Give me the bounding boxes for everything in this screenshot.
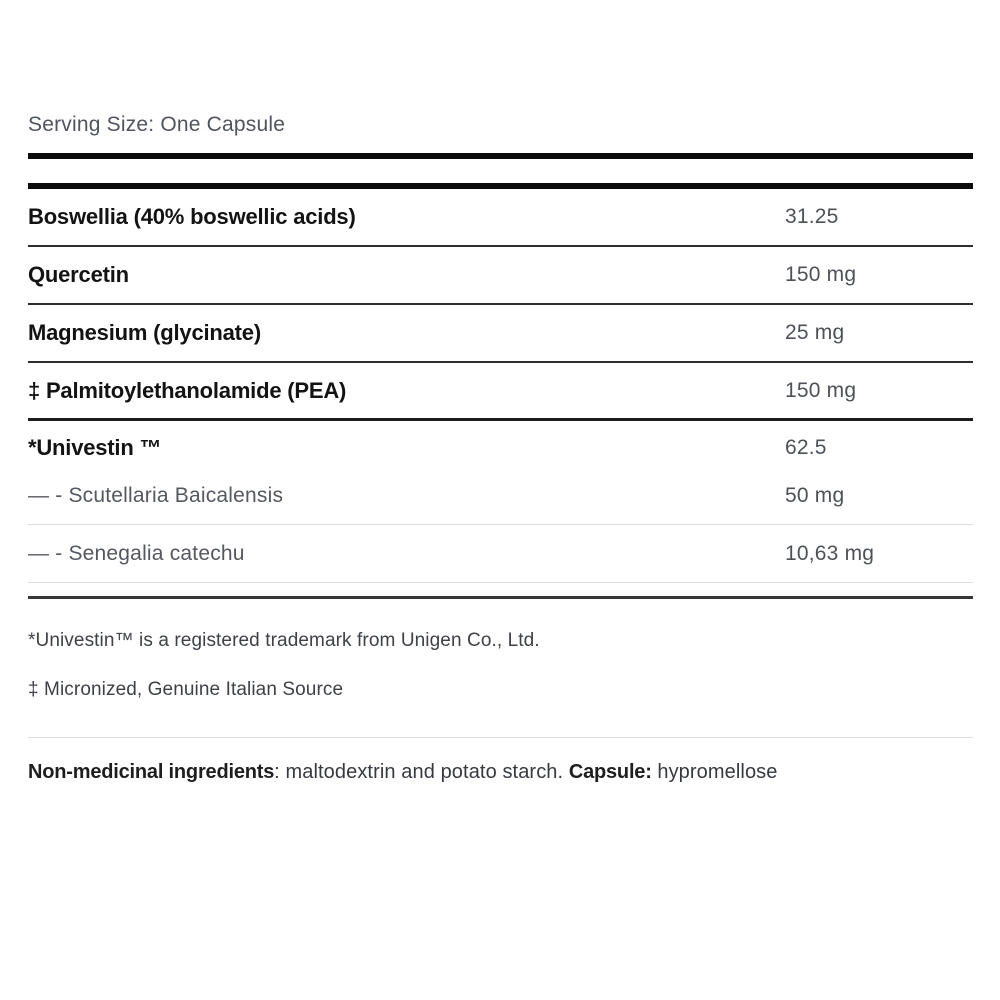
table-end-rule bbox=[28, 596, 973, 599]
top-heavy-rule bbox=[28, 153, 973, 159]
non-medicinal-ingredients-line bbox=[28, 760, 973, 784]
ingredient-amount: 62.5 bbox=[785, 436, 827, 459]
ingredient-name: ‡ Palmitoylethanolamide (PEA) bbox=[28, 377, 347, 403]
serving-size-text: Serving Size: One Capsule bbox=[28, 113, 286, 136]
ingredient-amount: 150 mg bbox=[785, 378, 857, 402]
ingredient-amount: 25 mg bbox=[785, 321, 845, 344]
non-medicinal-label: Non-medicinal ingredients bbox=[28, 761, 275, 783]
ingredient-name: Magnesium (glycinate) bbox=[28, 320, 261, 345]
sub-ingredient-row bbox=[28, 525, 973, 583]
capsule-label: Capsule: bbox=[568, 761, 652, 783]
sub-ingredient-name: — - Scutellaria Baicalensis bbox=[28, 483, 284, 507]
ingredient-row bbox=[28, 189, 973, 247]
footer-divider bbox=[28, 737, 973, 738]
ingredient-name: Quercetin bbox=[28, 262, 129, 287]
ingredient-amount: 10,63 mg bbox=[785, 541, 875, 565]
ingredient-row bbox=[28, 247, 973, 305]
ingredient-name: Boswellia (40% boswellic acids) bbox=[28, 204, 356, 229]
capsule-value: hypromellose bbox=[651, 761, 778, 783]
ingredient-amount: 150 mg bbox=[785, 263, 857, 286]
sub-ingredient-name: — - Senegalia catechu bbox=[28, 541, 245, 565]
supplement-facts-panel bbox=[28, 0, 973, 784]
ingredient-row bbox=[28, 421, 973, 467]
sub-ingredient-row bbox=[28, 467, 973, 525]
trademark-footnote: *Univestin™ is a registered trademark from Unigen Co., Ltd. bbox=[28, 630, 540, 651]
non-medicinal-value: : maltodextrin and potato starch. bbox=[274, 761, 569, 783]
ingredient-row bbox=[28, 305, 973, 363]
ingredient-row bbox=[28, 363, 973, 421]
micronized-footnote: ‡ Micronized, Genuine Italian Source bbox=[28, 679, 344, 700]
ingredient-amount: 31.25 bbox=[785, 205, 839, 228]
ingredient-amount: 50 mg bbox=[785, 483, 845, 507]
ingredient-name: *Univestin ™ bbox=[28, 435, 162, 460]
